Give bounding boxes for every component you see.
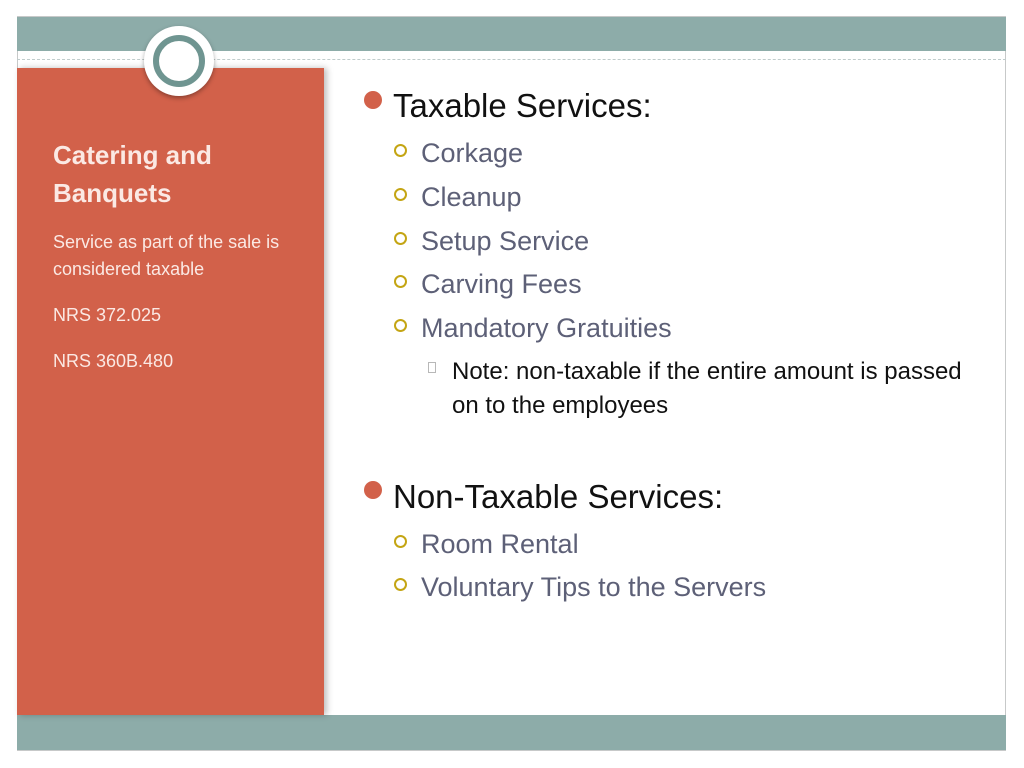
list-item: Setup Service — [421, 226, 590, 256]
ring-bullet-icon — [394, 578, 407, 591]
section-heading-taxable: Taxable Services: — [393, 87, 652, 124]
ring-bullet-icon — [394, 144, 407, 157]
ring-bullet-icon — [394, 319, 407, 332]
ring-bullet-icon — [394, 232, 407, 245]
panel-text-nrs-1: NRS 372.025 — [53, 305, 162, 325]
list-item: Room Rental — [421, 529, 579, 559]
list-item: Mandatory Gratuities — [421, 313, 672, 343]
list-item: Carving Fees — [421, 269, 582, 299]
ring-bullet-icon — [394, 535, 407, 548]
bottom-band — [17, 715, 1006, 750]
section-heading-non-taxable: Non-Taxable Services: — [393, 478, 724, 515]
ring-bullet-icon — [394, 188, 407, 201]
filled-circle-bullet-icon — [364, 91, 382, 109]
panel-title: Catering and Banquets — [53, 140, 212, 208]
list-item: Voluntary Tips to the Servers — [421, 572, 767, 602]
ornament-ring — [153, 35, 205, 87]
panel-text-taxable-note: Service as part of the sale is considered taxable — [53, 232, 280, 279]
filled-circle-bullet-icon — [364, 481, 382, 499]
panel-text-nrs-2: NRS 360B.480 — [53, 351, 174, 371]
ring-bullet-icon — [394, 275, 407, 288]
square-bullet-icon — [428, 362, 436, 373]
circle-ornament-icon — [144, 26, 214, 96]
gratuities-note: Note: non-taxable if the entire amount is passed on to the employees — [452, 358, 962, 419]
list-item: Corkage — [421, 138, 524, 168]
list-item: Cleanup — [421, 182, 522, 212]
